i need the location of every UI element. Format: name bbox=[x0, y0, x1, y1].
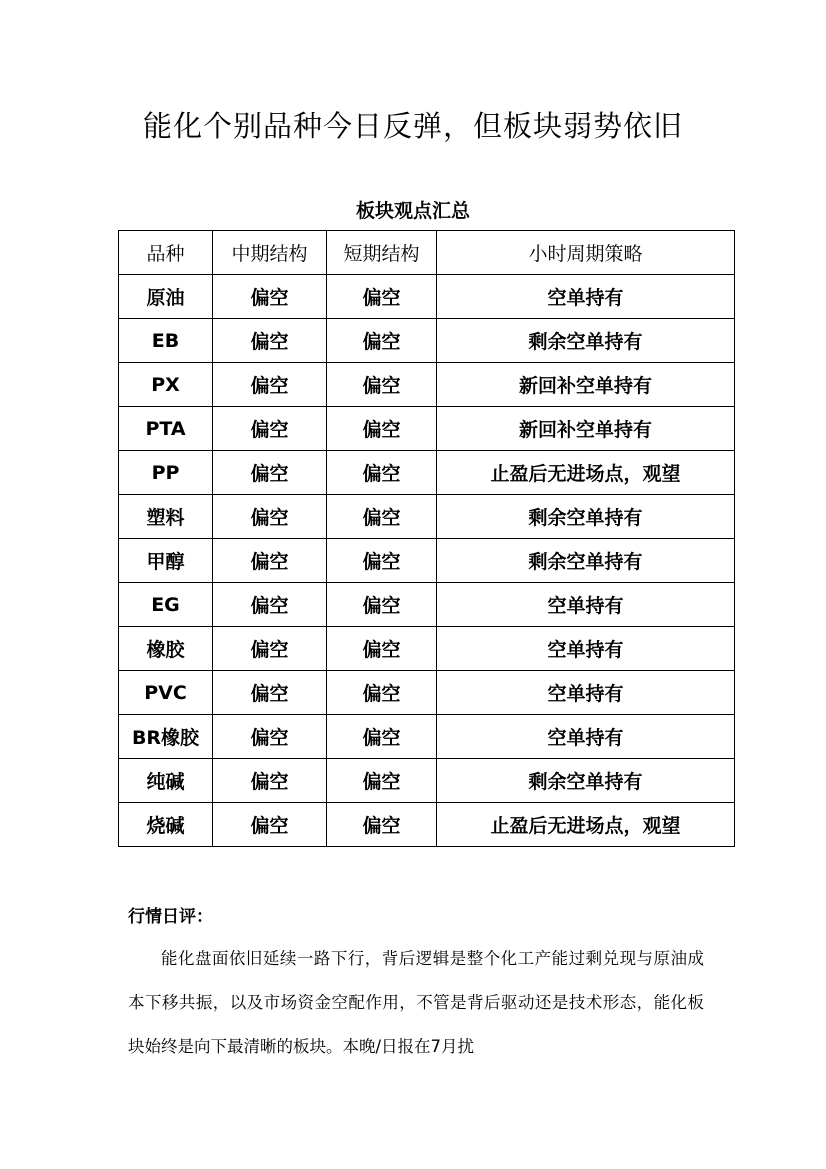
cell-medium-term: 偏空 bbox=[213, 275, 327, 319]
cell-medium-term: 偏空 bbox=[213, 363, 327, 407]
cell-variety: 塑料 bbox=[119, 495, 213, 539]
cell-medium-term: 偏空 bbox=[213, 319, 327, 363]
table-row bbox=[119, 319, 735, 363]
table-row bbox=[119, 715, 735, 759]
cell-medium-term: 偏空 bbox=[213, 715, 327, 759]
cell-medium-term: 偏空 bbox=[213, 759, 327, 803]
cell-variety: PP bbox=[119, 451, 213, 495]
cell-short-term: 偏空 bbox=[327, 583, 437, 627]
cell-variety: 烧碱 bbox=[119, 803, 213, 847]
cell-medium-term: 偏空 bbox=[213, 539, 327, 583]
table-header-row bbox=[119, 231, 735, 275]
table-row bbox=[119, 759, 735, 803]
table-row bbox=[119, 407, 735, 451]
sector-view-table bbox=[118, 230, 735, 847]
cell-hourly-strategy: 空单持有 bbox=[437, 583, 735, 627]
commentary-body: 能化盘面依旧延续一路下行，背后逻辑是整个化工产能过剩兑现与原油成本下移共振，以及市场资金空配作用，不管是背后驱动还是技术形态，能化板块始终是向下最清晰的板块。本晚/日报在7月扰 bbox=[128, 949, 704, 1056]
cell-hourly-strategy: 剩余空单持有 bbox=[437, 759, 735, 803]
cell-short-term: 偏空 bbox=[327, 759, 437, 803]
cell-medium-term: 偏空 bbox=[213, 495, 327, 539]
cell-variety: PVC bbox=[119, 671, 213, 715]
cell-variety: EB bbox=[119, 319, 213, 363]
cell-short-term: 偏空 bbox=[327, 275, 437, 319]
cell-hourly-strategy: 剩余空单持有 bbox=[437, 319, 735, 363]
cell-variety: 橡胶 bbox=[119, 627, 213, 671]
table-caption: 板块观点汇总 bbox=[355, 200, 470, 222]
cell-medium-term: 偏空 bbox=[213, 671, 327, 715]
cell-short-term: 偏空 bbox=[327, 407, 437, 451]
cell-hourly-strategy: 剩余空单持有 bbox=[437, 539, 735, 583]
cell-variety: PX bbox=[119, 363, 213, 407]
table-row bbox=[119, 627, 735, 671]
cell-variety: EG bbox=[119, 583, 213, 627]
commentary-heading: 行情日评： bbox=[128, 907, 213, 927]
cell-short-term: 偏空 bbox=[327, 495, 437, 539]
header-medium-term: 中期结构 bbox=[213, 231, 327, 275]
cell-short-term: 偏空 bbox=[327, 451, 437, 495]
header-short-term: 短期结构 bbox=[327, 231, 437, 275]
cell-short-term: 偏空 bbox=[327, 715, 437, 759]
table-row bbox=[119, 671, 735, 715]
table-row bbox=[119, 495, 735, 539]
header-variety: 品种 bbox=[119, 231, 213, 275]
cell-hourly-strategy: 空单持有 bbox=[437, 275, 735, 319]
cell-variety: 原油 bbox=[119, 275, 213, 319]
cell-variety: 甲醇 bbox=[119, 539, 213, 583]
cell-hourly-strategy: 空单持有 bbox=[437, 715, 735, 759]
cell-medium-term: 偏空 bbox=[213, 407, 327, 451]
cell-short-term: 偏空 bbox=[327, 363, 437, 407]
cell-variety: 纯碱 bbox=[119, 759, 213, 803]
cell-hourly-strategy: 新回补空单持有 bbox=[437, 363, 735, 407]
header-hourly-strategy: 小时周期策略 bbox=[437, 231, 735, 275]
table-row bbox=[119, 539, 735, 583]
cell-short-term: 偏空 bbox=[327, 627, 437, 671]
cell-short-term: 偏空 bbox=[327, 539, 437, 583]
cell-hourly-strategy: 空单持有 bbox=[437, 627, 735, 671]
cell-short-term: 偏空 bbox=[327, 671, 437, 715]
cell-medium-term: 偏空 bbox=[213, 803, 327, 847]
table-row bbox=[119, 803, 735, 847]
cell-variety: BR橡胶 bbox=[119, 715, 213, 759]
cell-hourly-strategy: 止盈后无进场点，观望 bbox=[437, 803, 735, 847]
table-row bbox=[119, 275, 735, 319]
cell-medium-term: 偏空 bbox=[213, 627, 327, 671]
table-body bbox=[119, 275, 735, 847]
cell-short-term: 偏空 bbox=[327, 803, 437, 847]
table-row bbox=[119, 583, 735, 627]
cell-hourly-strategy: 剩余空单持有 bbox=[437, 495, 735, 539]
cell-hourly-strategy: 新回补空单持有 bbox=[437, 407, 735, 451]
cell-medium-term: 偏空 bbox=[213, 583, 327, 627]
cell-hourly-strategy: 空单持有 bbox=[437, 671, 735, 715]
document-title: 能化个别品种今日反弹，但板块弱势依旧 bbox=[142, 109, 683, 143]
cell-short-term: 偏空 bbox=[327, 319, 437, 363]
table-row bbox=[119, 451, 735, 495]
cell-medium-term: 偏空 bbox=[213, 451, 327, 495]
cell-variety: PTA bbox=[119, 407, 213, 451]
table-row bbox=[119, 363, 735, 407]
cell-hourly-strategy: 止盈后无进场点，观望 bbox=[437, 451, 735, 495]
